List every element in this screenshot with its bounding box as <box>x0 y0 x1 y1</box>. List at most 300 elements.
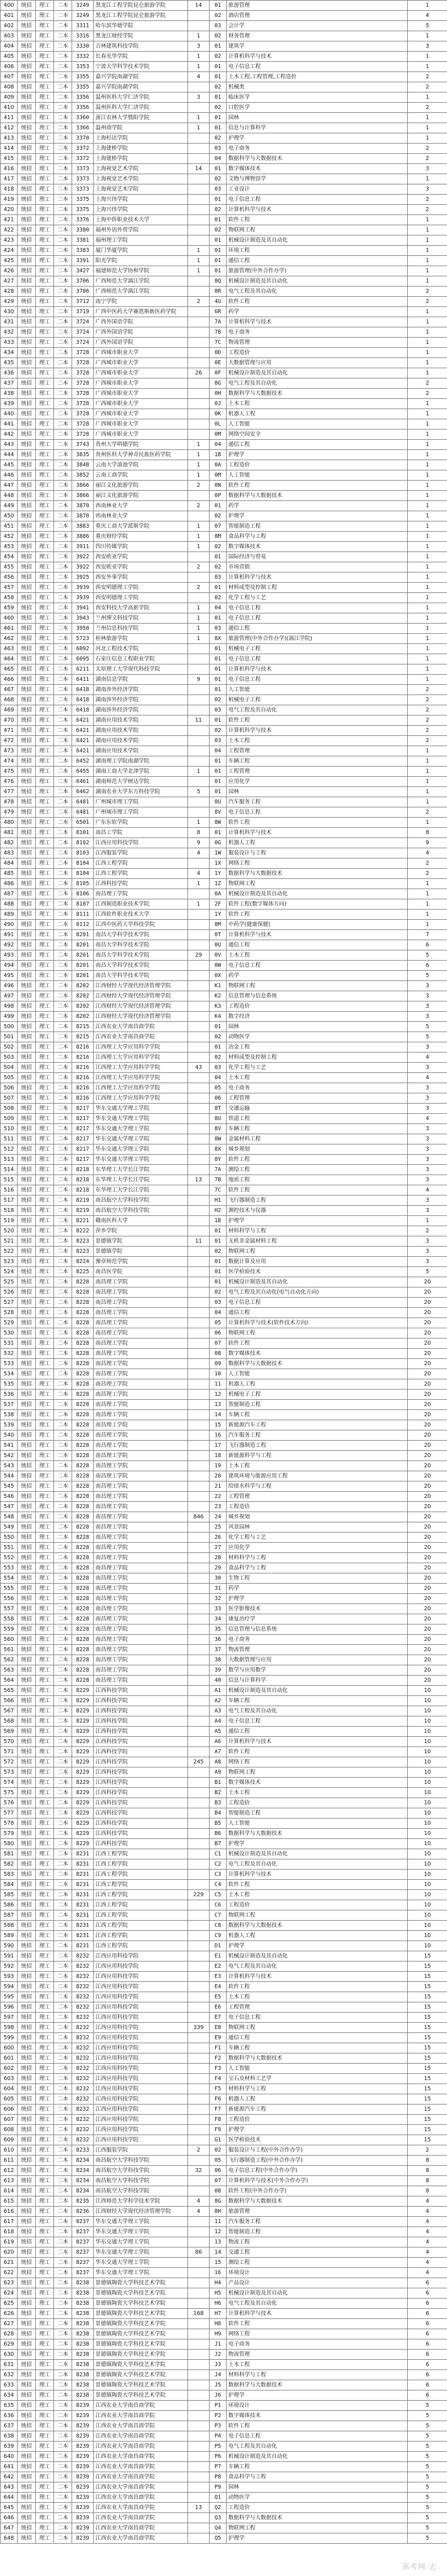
table-row <box>1 2237 447 2247</box>
school-code-cell: 8232 <box>72 2084 94 2094</box>
school-plan-count-cell <box>188 2513 210 2523</box>
major-name-cell: 通信工程 <box>227 1308 408 1318</box>
table-row <box>1 1870 447 1880</box>
school-plan-count-cell: 1 <box>188 266 210 276</box>
school-name-cell: 景德镇陶瓷大学科技艺术学院 <box>94 2329 188 2339</box>
school-code-cell: 8228 <box>72 1338 94 1349</box>
subject-cell: 理工 <box>36 777 54 787</box>
serial-number-cell: 453 <box>1 542 18 552</box>
serial-number-cell: 422 <box>1 225 18 235</box>
subject-cell: 理工 <box>36 1624 54 1635</box>
major-code-cell: 7C <box>210 1185 227 1196</box>
batch-cell: 统招 <box>18 1287 36 1298</box>
school-name-cell: 江西应用科技学院 <box>94 2094 188 2104</box>
major-plan-count-cell: 5 <box>408 2503 447 2513</box>
major-code-cell: 07 <box>210 1338 227 1349</box>
major-plan-count-cell: 20 <box>408 1379 447 1390</box>
major-name-cell: 人工智能 <box>227 419 408 430</box>
school-name-cell: 江西农业大学南昌商学院 <box>94 2401 188 2411</box>
major-plan-count-cell: 15 <box>408 2053 447 2064</box>
major-code-cell: 28 <box>210 1553 227 1563</box>
major-plan-count-cell: 1 <box>408 634 447 644</box>
school-code-cell: 8238 <box>72 2380 94 2390</box>
major-plan-count-cell: 5 <box>408 2421 447 2431</box>
school-code-cell: 8228 <box>72 1573 94 1584</box>
major-name-cell: 药学 <box>227 971 408 981</box>
major-name-cell: 风景园林 <box>227 1522 408 1533</box>
school-plan-count-cell <box>188 2533 210 2544</box>
table-row <box>1 338 447 348</box>
batch-cell: 统招 <box>18 2421 36 2431</box>
subject-cell: 理工 <box>36 1053 54 1063</box>
batch-cell: 统招 <box>18 695 36 705</box>
serial-number-cell: 479 <box>1 807 18 818</box>
school-code-cell: 8234 <box>72 2186 94 2196</box>
major-name-cell: 环境设计 <box>227 2268 408 2278</box>
tier-cell: 二本 <box>54 1747 72 1757</box>
batch-cell: 统招 <box>18 1257 36 1267</box>
subject-cell: 理工 <box>36 2339 54 2350</box>
table-row <box>1 552 447 562</box>
table-row <box>1 644 447 654</box>
major-name-cell: 数字媒体技术 <box>227 542 408 552</box>
major-code-cell: 4U <box>210 297 227 307</box>
tier-cell: 二本 <box>54 644 72 654</box>
batch-cell: 统招 <box>18 235 36 246</box>
major-code-cell: 32 <box>210 1594 227 1604</box>
major-code-cell: 02 <box>210 542 227 552</box>
table-row <box>1 266 447 276</box>
table-row <box>1 1839 447 1849</box>
serial-number-cell: 645 <box>1 2503 18 2513</box>
serial-number-cell: 545 <box>1 1481 18 1492</box>
major-name-cell: 药学 <box>227 307 408 317</box>
major-name-cell: 机械设计制造及其自动化 <box>227 368 408 378</box>
major-name-cell: 土木工程 <box>227 1788 408 1798</box>
major-plan-count-cell: 1 <box>408 235 447 246</box>
subject-cell: 理工 <box>36 1910 54 1921</box>
major-plan-count-cell: 4 <box>408 2237 447 2247</box>
subject-cell: 理工 <box>36 593 54 603</box>
major-plan-count-cell: 5 <box>408 2513 447 2523</box>
school-code-cell: 3375 <box>72 205 94 215</box>
serial-number-cell: 550 <box>1 1533 18 1543</box>
major-code-cell: E7 <box>210 2013 227 2023</box>
school-code-cell: 8228 <box>72 1420 94 1430</box>
major-name-cell: 智能制造工程 <box>227 1808 408 1819</box>
serial-number-cell: 467 <box>1 685 18 695</box>
tier-cell: 二本 <box>54 1461 72 1471</box>
school-plan-count-cell <box>188 910 210 920</box>
subject-cell: 理工 <box>36 1185 54 1196</box>
major-plan-count-cell: 10 <box>408 1870 447 1880</box>
batch-cell: 统招 <box>18 2176 36 2186</box>
school-name-cell: 南昌理工学院 <box>94 1287 188 1298</box>
table-row <box>1 287 447 297</box>
subject-cell: 理工 <box>36 1635 54 1645</box>
school-code-cell: 3941 <box>72 603 94 613</box>
major-code-cell: H1 <box>210 1196 227 1206</box>
major-code-cell: 02 <box>210 593 227 603</box>
table-row <box>1 1114 447 1124</box>
table-row <box>1 1318 447 1328</box>
serial-number-cell: 540 <box>1 1430 18 1441</box>
school-code-cell: 8201 <box>72 961 94 971</box>
school-code-cell: 8228 <box>72 1512 94 1522</box>
batch-cell: 统招 <box>18 1461 36 1471</box>
table-row <box>1 2360 447 2370</box>
school-code-cell: 8229 <box>72 1686 94 1696</box>
subject-cell: 理工 <box>36 1859 54 1870</box>
school-plan-count-cell <box>188 1910 210 1921</box>
school-plan-count-cell <box>188 2401 210 2411</box>
subject-cell: 理工 <box>36 2258 54 2268</box>
school-code-cell: 5723 <box>72 634 94 644</box>
school-plan-count-cell <box>188 1032 210 1042</box>
school-code-cell: 8216 <box>72 1063 94 1073</box>
major-plan-count-cell: 10 <box>408 1706 447 1716</box>
batch-cell: 统招 <box>18 184 36 195</box>
batch-cell: 统招 <box>18 1757 36 1767</box>
tier-cell: 二本 <box>54 1502 72 1512</box>
subject-cell: 理工 <box>36 634 54 644</box>
major-plan-count-cell: 5 <box>408 2411 447 2421</box>
major-plan-count-cell: 2 <box>408 715 447 726</box>
major-code-cell: 13 <box>210 2237 227 2247</box>
school-plan-count-cell: 86 <box>188 2247 210 2258</box>
school-code-cell: 8239 <box>72 2452 94 2462</box>
major-code-cell: 02 <box>210 726 227 736</box>
major-plan-count-cell: 1 <box>408 133 447 144</box>
subject-cell: 理工 <box>36 2094 54 2104</box>
subject-cell: 理工 <box>36 276 54 287</box>
batch-cell: 统招 <box>18 2104 36 2115</box>
serial-number-cell: 631 <box>1 2360 18 2370</box>
school-code-cell: 8237 <box>72 2237 94 2247</box>
school-name-cell: 江西工程学院 <box>94 1880 188 1890</box>
subject-cell: 理工 <box>36 1206 54 1216</box>
school-plan-count-cell <box>188 1001 210 1012</box>
school-name-cell: 赣南医科大学 <box>94 1216 188 1226</box>
serial-number-cell: 405 <box>1 52 18 62</box>
major-plan-count-cell: 3 <box>408 1196 447 1206</box>
subject-cell: 理工 <box>36 1369 54 1379</box>
major-code-cell: A7 <box>210 1747 227 1757</box>
tier-cell: 二本 <box>54 2196 72 2207</box>
batch-cell: 统招 <box>18 2196 36 2207</box>
table-row <box>1 838 447 848</box>
school-name-cell: 江西工程学院 <box>94 1890 188 1900</box>
major-code-cell: 02 <box>210 82 227 92</box>
school-code-cell: 8228 <box>72 1604 94 1614</box>
table-row <box>1 1247 447 1257</box>
tier-cell: 二本 <box>54 1890 72 1900</box>
subject-cell: 理工 <box>36 1236 54 1247</box>
serial-number-cell: 574 <box>1 1778 18 1788</box>
school-code-cell: 8229 <box>72 1808 94 1819</box>
school-plan-count-cell: 8 <box>188 828 210 838</box>
major-plan-count-cell: 5 <box>408 2462 447 2472</box>
major-code-cell: 01 <box>210 41 227 52</box>
batch-cell: 统招 <box>18 675 36 685</box>
table-row <box>1 1185 447 1196</box>
school-name-cell: 黑龙江工程学院昆仑旅游学院 <box>94 11 188 21</box>
school-name-cell: 华东交通大学理工学院 <box>94 1134 188 1144</box>
major-name-cell: 数学与应用数学 <box>227 1665 408 1676</box>
serial-number-cell: 611 <box>1 2156 18 2166</box>
major-name-cell: 飞行器制造工程 <box>227 1441 408 1451</box>
major-code-cell: 01 <box>210 256 227 266</box>
major-code-cell: J2 <box>210 2350 227 2360</box>
table-row <box>1 1267 447 1277</box>
school-plan-count-cell <box>188 664 210 675</box>
major-plan-count-cell: 2 <box>408 103 447 113</box>
table-row <box>1 481 447 491</box>
school-plan-count-cell <box>188 307 210 317</box>
serial-number-cell: 509 <box>1 1114 18 1124</box>
major-name-cell: 物联网工程 <box>227 1910 408 1921</box>
major-plan-count-cell: 1 <box>408 348 447 358</box>
major-plan-count-cell: 2 <box>408 1226 447 1236</box>
school-code-cell: 8229 <box>72 1737 94 1747</box>
batch-cell: 统招 <box>18 1921 36 1931</box>
tier-cell: 二本 <box>54 389 72 399</box>
major-plan-count-cell: 1 <box>408 338 447 348</box>
major-name-cell: 数据科学与大数据技术 <box>227 1829 408 1839</box>
major-code-cell: 11 <box>210 2217 227 2227</box>
subject-cell: 理工 <box>36 2023 54 2033</box>
major-name-cell: 电气工程及其自动化 <box>227 2299 408 2309</box>
school-code-cell: 8228 <box>72 1594 94 1604</box>
tier-cell: 二本 <box>54 807 72 818</box>
batch-cell: 统招 <box>18 1962 36 1972</box>
school-code-cell: 3249 <box>72 11 94 21</box>
major-name-cell: 国际经济与贸易 <box>227 552 408 562</box>
serial-number-cell: 506 <box>1 1083 18 1093</box>
school-plan-count-cell <box>188 2370 210 2380</box>
school-name-cell: 上海视觉艺术学院 <box>94 184 188 195</box>
major-name-cell: 土木工程 <box>227 1992 408 2002</box>
school-code-cell: 8231 <box>72 1921 94 1931</box>
school-code-cell: 3375 <box>72 195 94 205</box>
table-row <box>1 2217 447 2227</box>
major-code-cell: 0F <box>210 368 227 378</box>
batch-cell: 统招 <box>18 2207 36 2217</box>
major-name-cell: 服装设计与工程 <box>227 848 408 858</box>
table-row <box>1 1492 447 1502</box>
major-plan-count-cell: 20 <box>408 1594 447 1604</box>
tier-cell: 二本 <box>54 1522 72 1533</box>
school-plan-count-cell: 2 <box>188 501 210 511</box>
major-code-cell: 7A <box>210 1165 227 1175</box>
major-plan-count-cell: 15 <box>408 1982 447 1992</box>
school-plan-count-cell <box>188 2084 210 2094</box>
batch-cell: 统招 <box>18 1788 36 1798</box>
tier-cell: 二本 <box>54 695 72 705</box>
tier-cell: 二本 <box>54 358 72 368</box>
batch-cell: 统招 <box>18 1124 36 1134</box>
batch-cell: 统招 <box>18 1441 36 1451</box>
school-plan-count-cell <box>188 409 210 419</box>
subject-cell: 理工 <box>36 1972 54 1982</box>
batch-cell: 统招 <box>18 848 36 858</box>
subject-cell: 理工 <box>36 2074 54 2084</box>
major-plan-count-cell: 1 <box>408 450 447 460</box>
school-plan-count-cell: 14 <box>188 1 210 11</box>
table-row <box>1 930 447 940</box>
batch-cell: 统招 <box>18 491 36 501</box>
batch-cell: 统招 <box>18 133 36 144</box>
tier-cell: 二本 <box>54 2533 72 2544</box>
school-name-cell: 江西理工大学应用科学学院 <box>94 1073 188 1083</box>
major-plan-count-cell: 1 <box>408 460 447 470</box>
major-plan-count-cell: 4 <box>408 1073 447 1083</box>
major-code-cell: A5 <box>210 1727 227 1737</box>
table-row <box>1 1921 447 1931</box>
table-row <box>1 2503 447 2513</box>
major-plan-count-cell: 3 <box>408 1155 447 1165</box>
subject-cell: 理工 <box>36 501 54 511</box>
major-name-cell: 数据科学与大数据技术 <box>227 154 408 164</box>
school-name-cell: 江西财经大学现代经济管理学院 <box>94 1001 188 1012</box>
major-plan-count-cell: 15 <box>408 1962 447 1972</box>
school-plan-count-cell: 2 <box>188 481 210 491</box>
table-row <box>1 460 447 470</box>
serial-number-cell: 579 <box>1 1829 18 1839</box>
batch-cell: 统招 <box>18 2319 36 2329</box>
batch-cell: 统招 <box>18 869 36 879</box>
subject-cell: 理工 <box>36 2329 54 2339</box>
subject-cell: 理工 <box>36 1267 54 1277</box>
tier-cell: 二本 <box>54 726 72 736</box>
batch-cell: 统招 <box>18 562 36 573</box>
serial-number-cell: 547 <box>1 1502 18 1512</box>
subject-cell: 理工 <box>36 2503 54 2513</box>
school-name-cell: 厦门华厦学院 <box>94 246 188 256</box>
serial-number-cell: 559 <box>1 1624 18 1635</box>
serial-number-cell: 464 <box>1 654 18 664</box>
batch-cell: 统招 <box>18 715 36 726</box>
major-name-cell: 动物医学 <box>227 1032 408 1042</box>
school-code-cell: 8216 <box>72 1093 94 1104</box>
subject-cell: 理工 <box>36 654 54 664</box>
major-code-cell: B3 <box>210 1798 227 1808</box>
school-name-cell: 南昌理工学院 <box>94 1655 188 1665</box>
school-code-cell: 3743 <box>72 440 94 450</box>
subject-cell: 理工 <box>36 521 54 532</box>
school-plan-count-cell <box>188 1880 210 1890</box>
major-name-cell: 护理学 <box>227 450 408 460</box>
school-plan-count-cell <box>188 1247 210 1257</box>
subject-cell: 理工 <box>36 1359 54 1369</box>
school-plan-count-cell <box>188 2043 210 2053</box>
batch-cell: 统招 <box>18 950 36 961</box>
serial-number-cell: 544 <box>1 1471 18 1481</box>
major-code-cell: 01 <box>210 1042 227 1053</box>
major-plan-count-cell: 20 <box>408 1584 447 1594</box>
major-name-cell: 电子商务 <box>227 1083 408 1093</box>
batch-cell: 统招 <box>18 1338 36 1349</box>
table-row <box>1 542 447 552</box>
school-code-cell: 8239 <box>72 2462 94 2472</box>
major-code-cell: 02 <box>210 695 227 705</box>
school-code-cell: 8201 <box>72 950 94 961</box>
major-name-cell: 电子信息工程 <box>227 654 408 664</box>
batch-cell: 统招 <box>18 1073 36 1083</box>
serial-number-cell: 416 <box>1 164 18 174</box>
batch-cell: 统招 <box>18 1022 36 1032</box>
tier-cell: 二本 <box>54 1451 72 1461</box>
school-code-cell: 8101 <box>72 828 94 838</box>
tier-cell: 二本 <box>54 430 72 440</box>
school-name-cell: 江西应用科技学院 <box>94 2115 188 2125</box>
school-name-cell: 江西应用科技学院 <box>94 2064 188 2074</box>
major-name-cell: 数据科学与大数据技术 <box>227 389 408 399</box>
batch-cell: 统招 <box>18 31 36 41</box>
major-code-cell: F5 <box>210 2084 227 2094</box>
batch-cell: 统招 <box>18 1543 36 1553</box>
major-name-cell: 计算机科学与技术 <box>227 726 408 736</box>
major-code-cell: A3 <box>210 1706 227 1716</box>
tier-cell: 二本 <box>54 1767 72 1778</box>
school-name-cell: 江西应用科技学院 <box>94 2084 188 2094</box>
batch-cell: 统招 <box>18 82 36 92</box>
major-code-cell: 08 <box>210 1349 227 1359</box>
subject-cell: 理工 <box>36 287 54 297</box>
major-plan-count-cell: 1 <box>408 797 447 807</box>
serial-number-cell: 627 <box>1 2319 18 2329</box>
tier-cell: 二本 <box>54 1114 72 1124</box>
batch-cell: 统招 <box>18 2452 36 2462</box>
subject-cell: 理工 <box>36 123 54 133</box>
major-code-cell: B4 <box>210 1808 227 1819</box>
serial-number-cell: 473 <box>1 746 18 756</box>
batch-cell: 统招 <box>18 1512 36 1522</box>
school-name-cell: 江西应用科技学院 <box>94 2125 188 2135</box>
serial-number-cell: 499 <box>1 1012 18 1022</box>
school-name-cell: 温州医科大学仁济学院 <box>94 103 188 113</box>
serial-number-cell: 612 <box>1 2166 18 2176</box>
subject-cell: 理工 <box>36 2002 54 2013</box>
major-name-cell: 金属材料工程 <box>227 1134 408 1144</box>
school-name-cell: 西安明德理工学院 <box>94 593 188 603</box>
major-code-cell: 12 <box>210 2227 227 2237</box>
school-code-cell: 8232 <box>72 2023 94 2033</box>
serial-number-cell: 591 <box>1 1951 18 1962</box>
tier-cell: 二本 <box>54 1481 72 1492</box>
school-plan-count-cell: 4 <box>188 2207 210 2217</box>
batch-cell: 统招 <box>18 2268 36 2278</box>
major-name-cell: 城乡规划 <box>227 1144 408 1155</box>
major-code-cell: 07 <box>210 2176 227 2186</box>
tier-cell: 二本 <box>54 2125 72 2135</box>
school-code-cell: 3728 <box>72 368 94 378</box>
major-name-cell: 通信工程 <box>227 440 408 450</box>
school-plan-count-cell <box>188 777 210 787</box>
table-row <box>1 2431 447 2442</box>
subject-cell: 理工 <box>36 961 54 971</box>
school-plan-count-cell <box>188 1982 210 1992</box>
major-plan-count-cell: 6 <box>408 2360 447 2370</box>
table-row <box>1 593 447 603</box>
tier-cell: 二本 <box>54 1338 72 1349</box>
batch-cell: 统招 <box>18 2493 36 2503</box>
tier-cell: 二本 <box>54 256 72 266</box>
batch-cell: 统招 <box>18 2002 36 2013</box>
major-plan-count-cell: 2 <box>408 82 447 92</box>
major-code-cell: 01 <box>210 767 227 777</box>
major-name-cell: 机械设计制造及其自动化 <box>227 276 408 287</box>
